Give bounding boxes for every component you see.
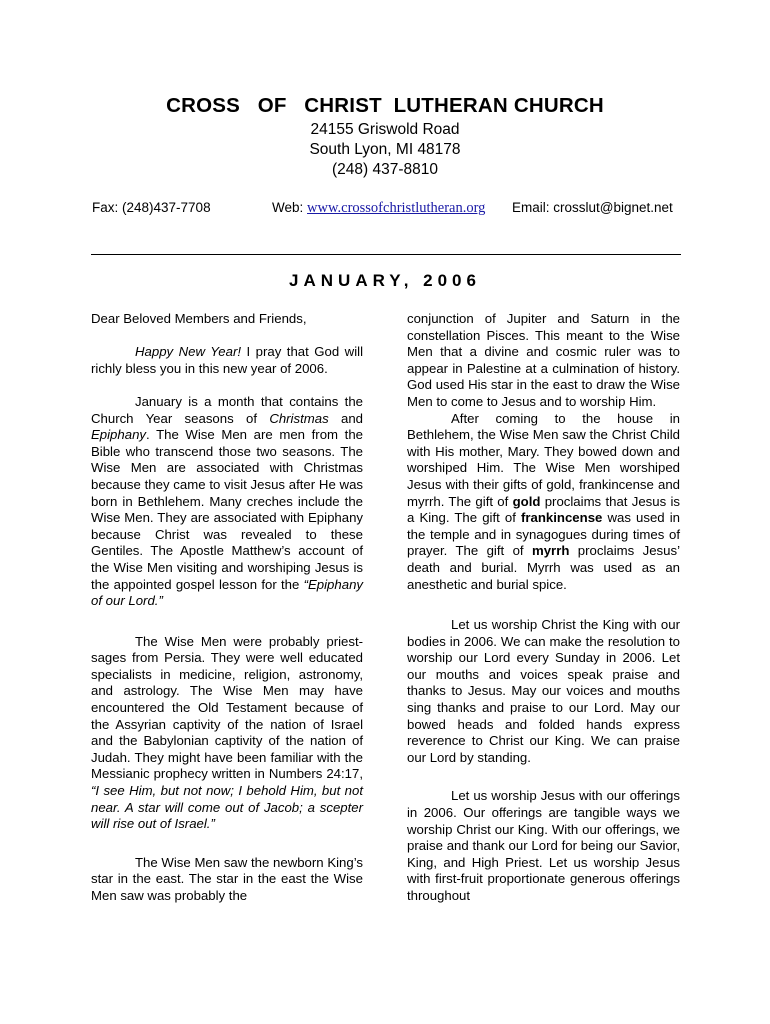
address-street: 24155 Griswold Road — [310, 121, 460, 138]
paragraph-wise-men-persia: The Wise Men were probably priest-sages from Persia. They were well educated specialists in medicine, religion, astronomy, and astrology. The Wise Men may have encountered the Old Testament because of the Assyrian captivity of the nation of Israel and the Babylonian captivity of the nation of Judah. They might have been familiar with the Messianic prophecy written in Numbers 24:17, “I see Him, but not now; I behold Him, but not near. A star will come out of Jacob; a scepter will rise out of Israel.” — [91, 633, 363, 832]
right-column — [407, 311, 680, 905]
fax-number: Fax: (248)437-7708 — [92, 200, 211, 215]
salutation: Dear Beloved Members and Friends, — [91, 311, 307, 326]
phone-number: (248) 437-8810 — [332, 161, 438, 178]
paragraph-conjunction: conjunction of Jupiter and Saturn in the constellation Pisces. This meant to the Wise Men that a divine and cosmic ruler was to appear in Palestine at a culmination of history. God used His star in the east to draw the Wise Men to come to Jesus and to worship Him. — [407, 311, 680, 409]
numbers-quote: “I see Him, but not now; I behold Him, but not near. A star will come out of Jacob; a scepter will rise out of Israel.” — [91, 783, 363, 832]
new-year-greeting: Happy New Year! — [135, 344, 242, 360]
paragraph-january-seasons: January is a month that contains the Church Year seasons of Christmas and Epiphany. The Wise Men are men from the Bible who transcend those two seasons. The Wise Men are associated with Christmas because they came to visit Jesus after He was born in Bethlehem. Many creches include the Wise Men. They are associated with Epiphany because Christ was revealed to these Gentiles. The Apostle Matthew’s account of the Wise Men visiting and worshiping Jesus is the appointed gospel lesson for the “Epiphany of our Lord.” — [91, 393, 363, 609]
church-name-title: CROSS OF CHRIST LUTHERAN CHURCH — [166, 94, 604, 117]
website-link[interactable]: www.crossofchristlutheran.org — [307, 200, 486, 216]
paragraph-star-in-east: The Wise Men saw the newborn King’s star in the east. The star in the east the Wise Men saw was probably the — [91, 854, 363, 903]
paragraph-gifts: After coming to the house in Bethlehem, the Wise Men saw the Christ Child with His mother, Mary. They bowed down and worshiped Him. The Wise Men worshiped Jesus with their gifts of gold, frankincense and myrrh. The gift of gold proclaims that Jesus is a King. The gift of frankincense was used in the temple and in synagogues during times of prayer. The gift of myrrh proclaims Jesus’ death and burial. Myrrh was used as an anesthetic and burial spice. — [407, 410, 680, 592]
left-column — [91, 311, 363, 905]
website-line — [272, 200, 485, 217]
paragraph-worship-bodies: Let us worship Christ the King with our bodies in 2006. We can make the resolution to worship our Lord every Sunday in 2006. Let our mouths and voices speak praise and thanks to Jesus. May our voices and mouths sing thanks and praise to our Lord. May our bowed heads and folded hands express reverence to Christ our King. We can praise our Lord by standing. — [407, 617, 680, 765]
email-address: Email: crosslut@bignet.net — [512, 200, 673, 215]
newsletter-month: JANUARY, 2006 — [289, 271, 481, 290]
paragraph-new-year: Happy New Year! I pray that God will richly bless you in this new year of 2006. — [91, 344, 364, 376]
website-label: Web: — [272, 200, 304, 215]
paragraph-worship-offerings: Let us worship Jesus with our offerings in 2006. Our offerings are tangible ways we worship Christ our King. With our offerings, we praise and thank our Lord for being our Savior, King, and High Priest. Let us worship Jesus with first-fruit proportionate generous offerings throughout — [407, 788, 680, 903]
address-city: South Lyon, MI 48178 — [309, 141, 461, 158]
header-divider — [91, 254, 681, 255]
